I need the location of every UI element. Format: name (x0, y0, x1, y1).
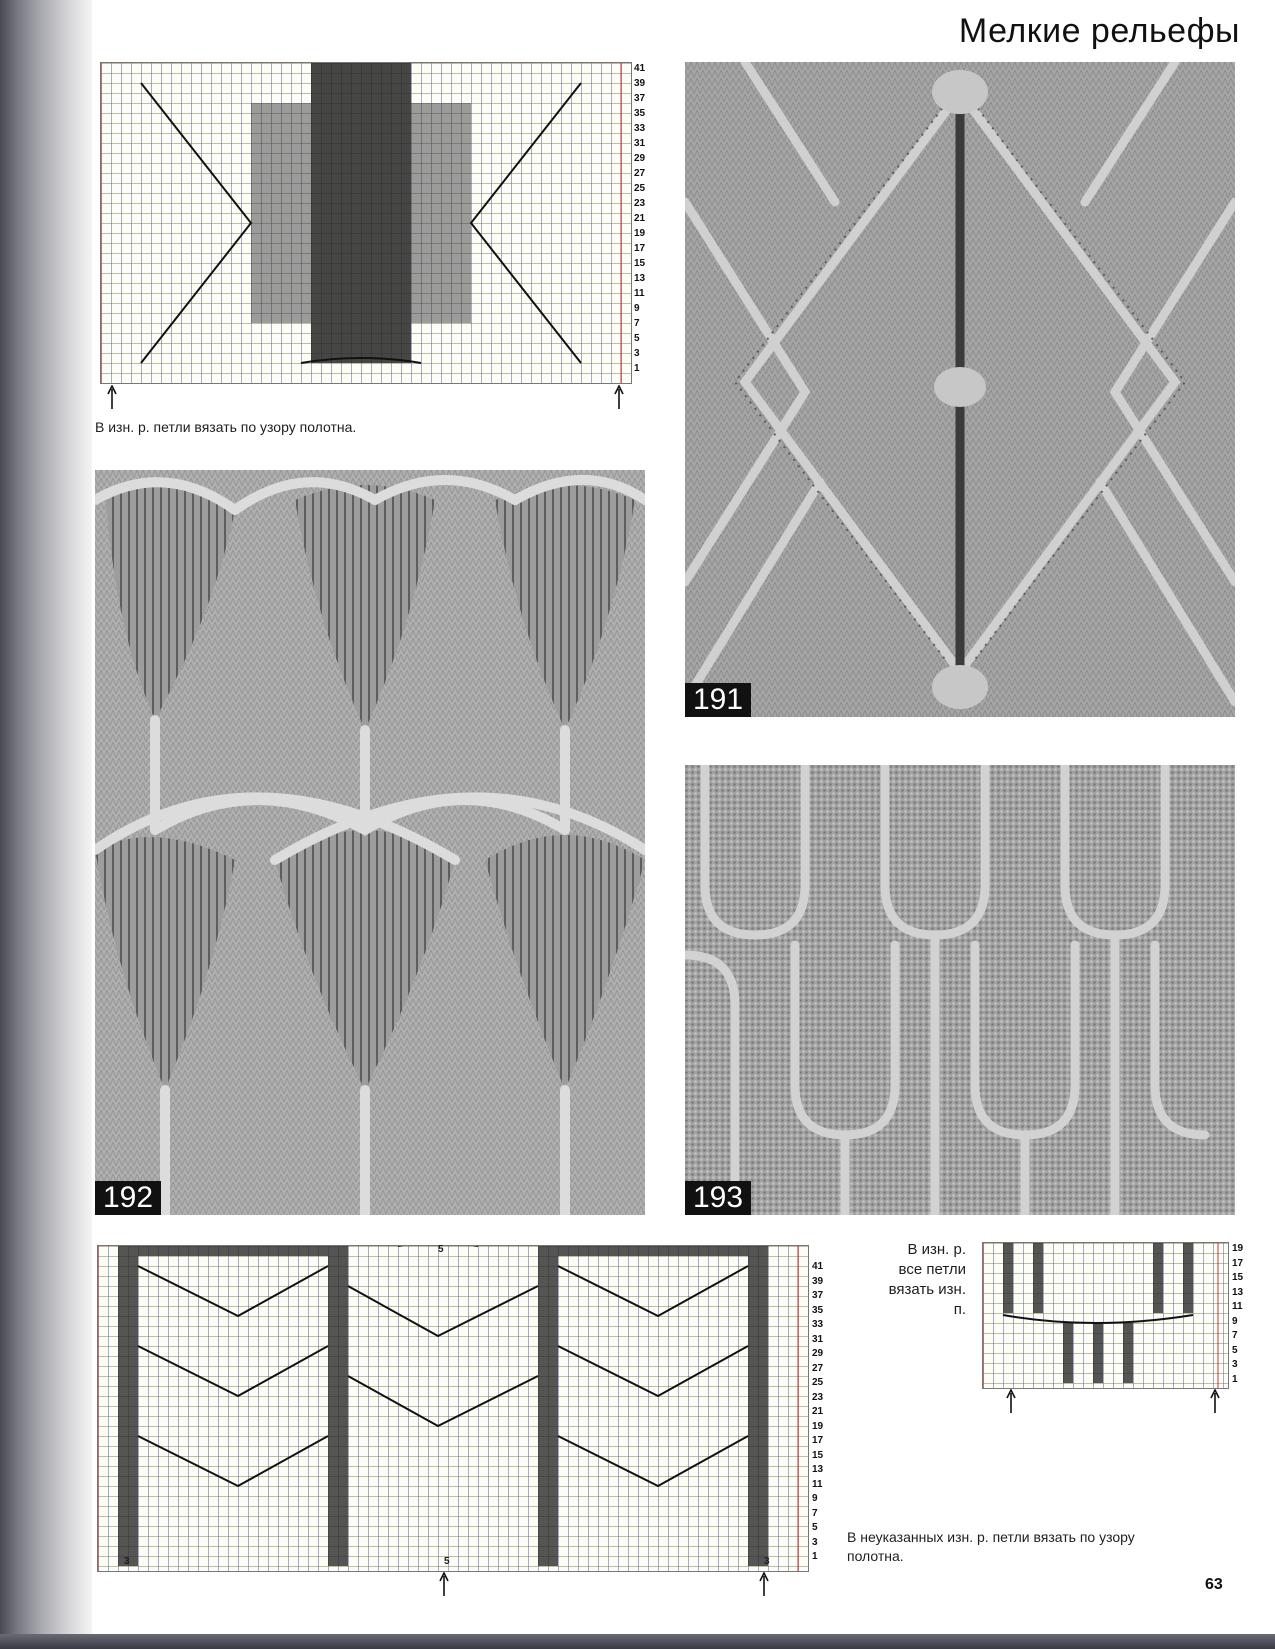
chart-191-left-arrow-icon (107, 385, 117, 409)
row-number: 13 (1232, 1286, 1244, 1298)
row-number: 7 (1232, 1330, 1238, 1341)
row-number: 17 (1232, 1257, 1244, 1269)
chart-191-grid (100, 62, 632, 384)
row-number: 33 (812, 1319, 824, 1330)
chart-193-grid (982, 1242, 1229, 1389)
row-number: 41 (812, 1261, 824, 1272)
chart-192-caption: В неуказанных изн. р. петли вязать по узору полотна. (847, 1529, 1135, 1564)
row-number: 7 (634, 318, 640, 329)
row-number: 17 (634, 243, 646, 254)
photo-193-label: 193 (685, 1181, 751, 1215)
row-number: 31 (812, 1333, 824, 1345)
row-number: 17 (812, 1435, 824, 1446)
row-number: 31 (634, 138, 646, 149)
row-number: 15 (812, 1449, 824, 1461)
row-number: 23 (634, 198, 646, 209)
row-number: 25 (634, 183, 646, 194)
photo-192 (95, 470, 645, 1215)
chart-193-row-numbers (1232, 1244, 1256, 1389)
row-number: 37 (634, 93, 646, 104)
photo-191 (685, 62, 1235, 717)
row-number: 19 (812, 1420, 824, 1432)
chart-191-right-arrow-icon (614, 385, 624, 409)
page-number: 63 (1205, 1576, 1223, 1593)
row-number: 3 (812, 1536, 818, 1548)
row-number: 1 (812, 1551, 818, 1562)
row-number: 33 (634, 123, 646, 134)
row-number: 23 (812, 1391, 824, 1403)
row-number: 5 (812, 1522, 818, 1533)
row-number: 1 (634, 363, 640, 374)
chart-193-note: В изн. р. все петли вязать изн. п. (888, 1241, 966, 1318)
row-number: 27 (634, 168, 646, 179)
chart-192-cable-count: 5 (444, 1556, 450, 1567)
row-number: 39 (634, 78, 646, 89)
chart-193-right-arrow-icon (1210, 1389, 1220, 1413)
photo-192-label: 192 (95, 1181, 161, 1215)
row-number: 15 (1232, 1272, 1244, 1283)
row-number: 25 (812, 1377, 824, 1388)
chart-192-cable-count: 3 (764, 1556, 770, 1567)
row-number: 35 (812, 1304, 824, 1316)
row-number: 5 (1232, 1344, 1238, 1356)
row-number: 1 (1232, 1373, 1238, 1385)
chart-192-cable-count: 5 (438, 1244, 444, 1255)
row-number: 5 (634, 333, 640, 344)
row-number: 9 (1232, 1315, 1238, 1327)
row-number: 11 (812, 1478, 823, 1490)
page-title: Мелкие рельефы (958, 12, 1240, 50)
photo-191-label: 191 (685, 683, 751, 717)
chart-192-arrow-icon (759, 1572, 769, 1596)
row-number: 3 (634, 348, 640, 359)
chart-191-symbols (101, 63, 631, 383)
row-number: 3 (1232, 1359, 1238, 1370)
chart-192-row-numbers (812, 1262, 836, 1572)
row-number: 21 (812, 1406, 824, 1417)
chart-193-left-arrow-icon (1006, 1389, 1016, 1413)
row-number: 13 (812, 1464, 824, 1475)
chart-191-row-numbers (634, 64, 658, 384)
row-number: 19 (1232, 1243, 1244, 1254)
row-number: 27 (812, 1362, 824, 1374)
chart-192-grid (97, 1245, 809, 1572)
page-bottom-edge (0, 1634, 1275, 1649)
row-number: 39 (812, 1275, 824, 1287)
row-number: 29 (812, 1348, 824, 1359)
row-number: 41 (634, 63, 646, 74)
row-number: 11 (1232, 1301, 1243, 1312)
row-number: 19 (634, 228, 646, 239)
chart-191-caption: В изн. р. петли вязать по узору полотна. (95, 419, 357, 435)
row-number: 11 (634, 288, 645, 299)
photo-192-knit-texture (95, 470, 645, 1215)
chart-192-arrow-icon (439, 1572, 449, 1596)
photo-191-knit-texture (685, 62, 1235, 717)
book-binding-shadow (0, 0, 92, 1649)
row-number: 29 (634, 153, 646, 164)
photo-193 (685, 765, 1235, 1215)
row-number: 35 (634, 108, 646, 119)
chart-192-cable-count: 3 (124, 1556, 130, 1567)
row-number: 9 (634, 303, 640, 314)
photo-193-knit-texture (685, 765, 1235, 1215)
chart-192-symbols (98, 1246, 808, 1571)
row-number: 37 (812, 1290, 824, 1301)
row-number: 21 (634, 213, 646, 224)
row-number: 13 (634, 273, 646, 284)
row-number: 7 (812, 1507, 818, 1519)
chart-193-symbols (983, 1243, 1228, 1388)
row-number: 9 (812, 1493, 818, 1504)
row-number: 15 (634, 258, 646, 269)
